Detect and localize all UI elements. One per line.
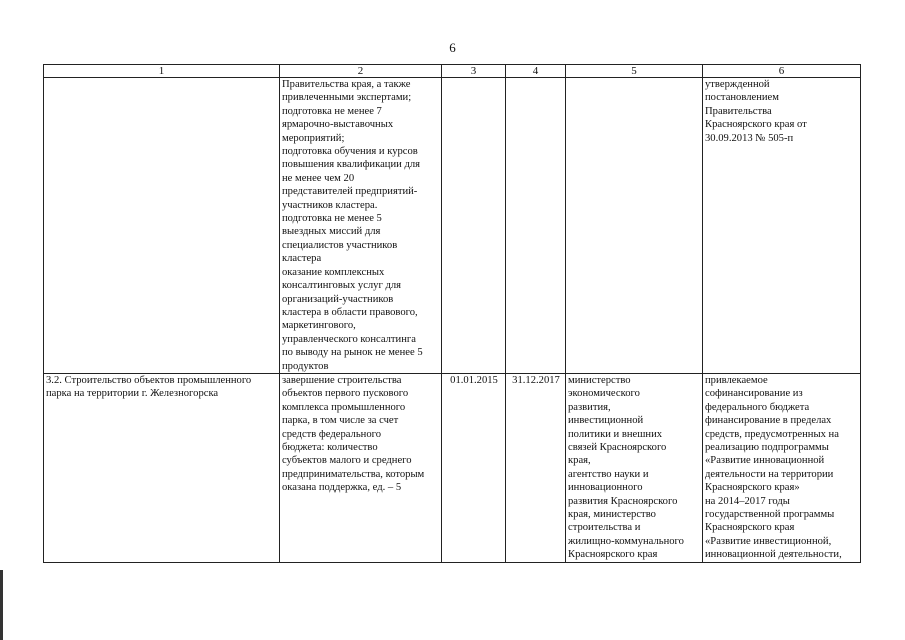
cell-text-line: подготовка не менее 7 (282, 105, 382, 117)
cell-text-line: развития, (568, 401, 611, 413)
cell-text-line: софинансирование из (705, 388, 803, 400)
column-header: 4 (506, 65, 566, 78)
cell-text-line: инновационного (568, 482, 643, 494)
cell-text-line: Красноярского края (568, 549, 658, 561)
note-cell (703, 373, 861, 562)
executor-cell (566, 373, 703, 562)
cell-text-line: подготовка обучения и курсов (282, 146, 418, 158)
cell-text-line: инвестиционной (568, 415, 644, 427)
cell-text-line: управленческого консалтинга (282, 333, 416, 345)
cell-text-line: на 2014–2017 годы (705, 495, 790, 507)
cell-text-line: министерство (568, 374, 631, 386)
page-number: 6 (449, 40, 456, 55)
cell-text-line: кластера (282, 253, 322, 265)
measure-name-cell (44, 373, 280, 562)
executor-cell (566, 78, 703, 374)
cell-text-line: государственной программы (705, 509, 835, 520)
cell-text-line: бюджета: количество (282, 441, 378, 453)
cell-text-line: субъектов малого и среднего (282, 455, 412, 467)
cell-text-line: оказание комплексных (282, 266, 385, 278)
cell-text-line: финансирование в пределах (705, 415, 832, 427)
column-header: 1 (44, 65, 280, 78)
cell-text-line: Правительства края, а также (282, 79, 411, 90)
table-row (44, 78, 861, 374)
cell-text-line: не менее чем 20 (282, 172, 355, 184)
cell-text-line: средств, предусмотренных на (705, 428, 839, 440)
cell-text-line: «Развитие инновационной (705, 455, 825, 467)
indicator-cell (280, 78, 442, 374)
cell-text-line: Правительства (705, 105, 772, 117)
cell-text-line: политики и внешних (568, 428, 663, 440)
cell-text-line: организаций-участников (282, 293, 394, 305)
cell-text-line: консалтинговых услуг для (282, 280, 402, 292)
cell-text-line: Красноярского края от (705, 119, 807, 131)
cell-text-line: объектов первого пускового (282, 388, 409, 400)
cell-text-line: деятельности на территории (705, 468, 834, 480)
cell-text-line: Красноярского края (705, 522, 795, 534)
cell-text-line: постановлением (705, 92, 779, 104)
cell-text-line: утвержденной (705, 79, 770, 90)
cell-text-line: предпринимательства, которым (282, 468, 425, 480)
cell-text-line: строительства и (568, 522, 641, 534)
cell-text-line: комплекса промышленного (282, 401, 406, 413)
cell-text-line: связей Красноярского (568, 441, 667, 453)
end-date-cell (506, 78, 566, 374)
cell-text-line: привлекаемое (705, 374, 768, 386)
cell-text-line: оказана поддержка, ед. – 5 (282, 482, 402, 494)
cell-text-line: Красноярского края» (705, 482, 800, 494)
cell-text-line: федерального бюджета (705, 401, 810, 413)
column-header: 6 (703, 65, 861, 78)
cell-text-line: «Развитие инвестиционной, (705, 535, 832, 547)
cell-text-line: подготовка не менее 5 (282, 213, 382, 225)
cell-text-line: мероприятий; (282, 132, 345, 144)
start-date-cell (442, 78, 506, 374)
cell-text-line: агентство науки и (568, 468, 649, 480)
cell-text-line: участников кластера. (282, 199, 378, 211)
cell-text-line: завершение строительства (282, 374, 402, 386)
cell-text-line: представителей предприятий- (282, 186, 418, 198)
cell-text-line: кластера в области правового, (282, 306, 418, 318)
measure-name-cell (44, 78, 280, 374)
scan-edge-mark (0, 570, 3, 640)
cell-text-line: 30.09.2013 № 505-п (705, 132, 794, 144)
cell-text-line: специалистов участников (282, 239, 398, 251)
note-cell (703, 78, 861, 374)
cell-text-line: средств федерального (282, 428, 382, 440)
cell-text-line: инновационной деятельности, (705, 549, 842, 561)
cell-text-line: повышения квалификации для (282, 159, 420, 171)
indicator-cell (280, 373, 442, 562)
column-number-row (44, 65, 861, 78)
cell-text-line: реализацию подпрограммы (705, 441, 829, 453)
cell-text-line: экономического (568, 388, 640, 400)
cell-text-line: по выводу на рынок не менее 5 (282, 347, 423, 359)
cell-text-line: маркетингового, (282, 320, 356, 332)
cell-text-line: края, (568, 455, 591, 467)
cell-text-line: развития Красноярского (568, 495, 678, 507)
cell-text-line: парка на территории г. Железногорска (46, 388, 219, 400)
measures-table (43, 64, 861, 563)
cell-text-line: ярмарочно-выставочных (282, 119, 394, 131)
cell-text-line: края, министерство (568, 509, 656, 520)
cell-text-line: жилищно-коммунального (568, 535, 684, 547)
cell-text-line: продуктов (282, 360, 329, 372)
end-date-cell: 31.12.2017 (506, 373, 566, 562)
start-date-cell: 01.01.2015 (442, 373, 506, 562)
cell-text-line: выездных миссий для (282, 226, 381, 238)
table-row (44, 373, 861, 562)
cell-text-line: 3.2. Строительство объектов промышленного (46, 374, 252, 386)
column-header: 2 (280, 65, 442, 78)
column-header: 3 (442, 65, 506, 78)
cell-text-line: парка, в том числе за счет (282, 415, 399, 427)
cell-text-line: привлеченными экспертами; (282, 92, 412, 104)
column-header: 5 (566, 65, 703, 78)
